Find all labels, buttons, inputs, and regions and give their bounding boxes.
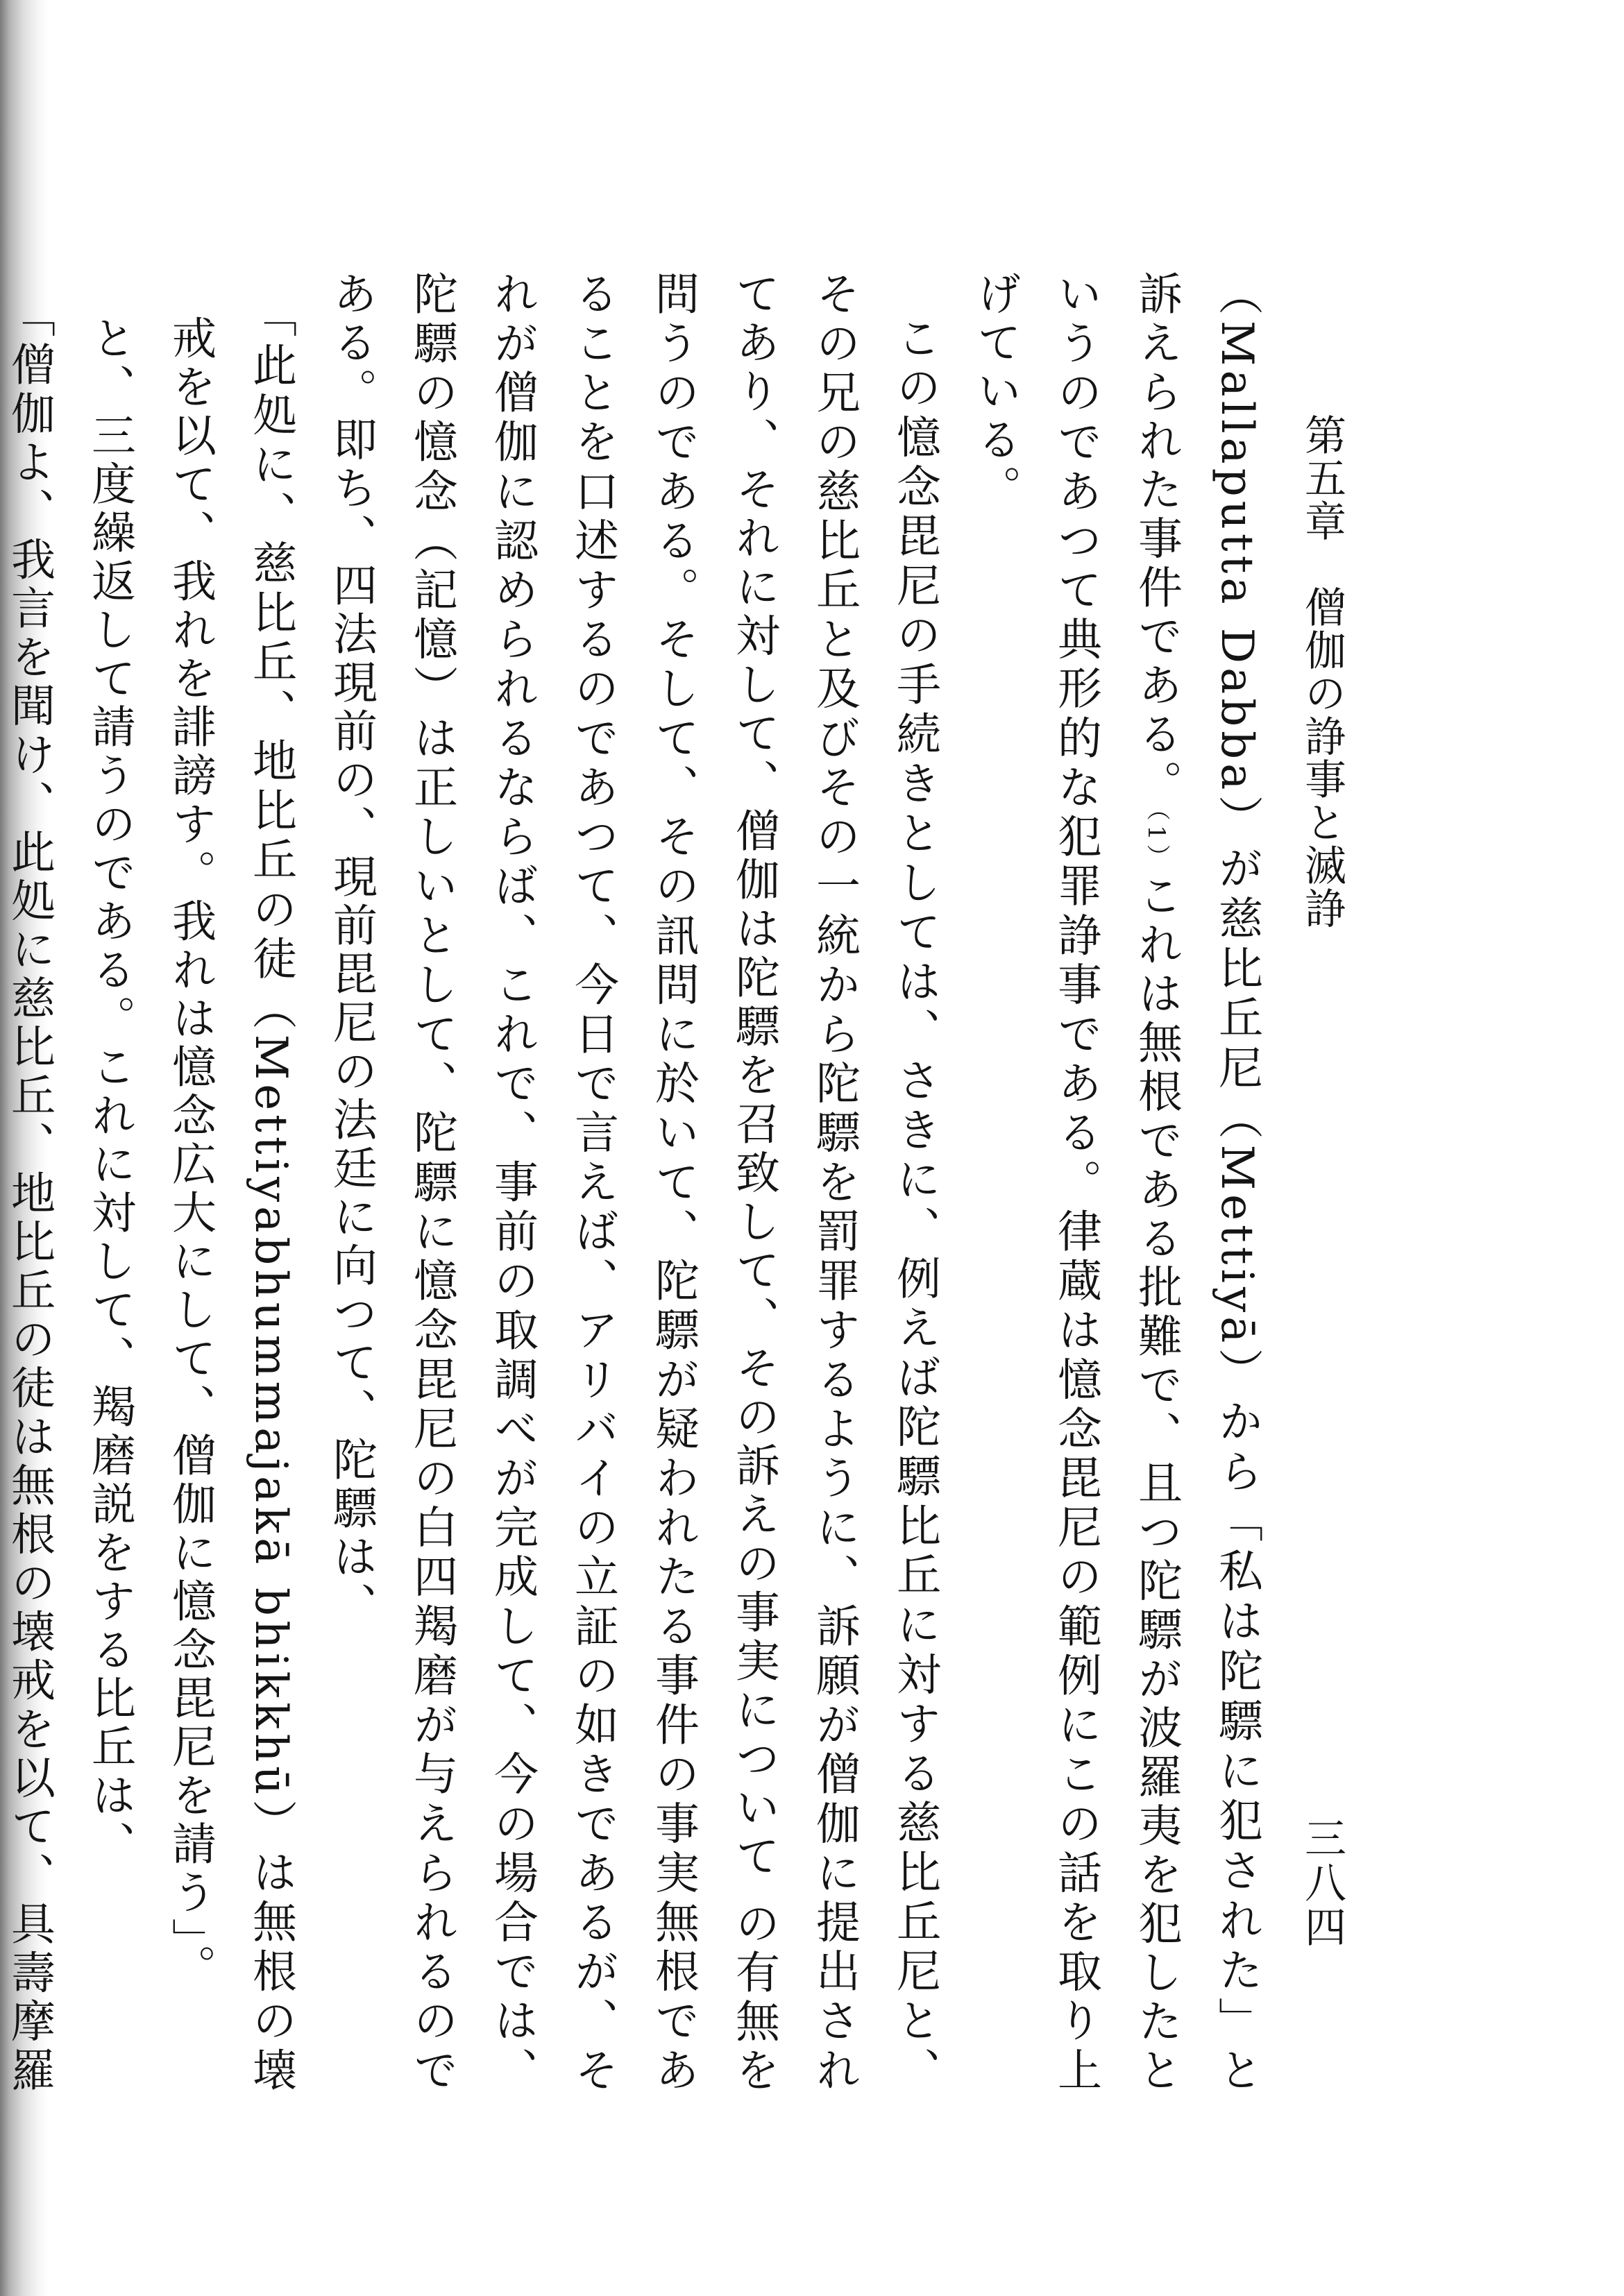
body-text — [3, 271, 1277, 2096]
quote-petition: 「此処に、慈比丘、地比丘の徒（Mettiyabhummajakā bhikkhū）は無根の壊戒を以て、我れを誹謗す。我れは憶念広大にして、僧伽に憶念毘尼を請う」。 — [164, 293, 296, 2095]
footnote-ref: （1） — [1142, 808, 1170, 873]
paragraph-4: と、三度繰返して請うのである。これに対して、羯磨説をする比丘は、 — [84, 315, 135, 1869]
page-number: 三八四 — [1298, 1817, 1346, 1950]
paragraph-1-tail: これは無根である批難で、且つ陀驃が波羅夷を犯したというのであつて典形的な犯罪諍事である。律蔵は憶念毘尼の範例にこの話を取り上げている。 — [970, 271, 1182, 2096]
paragraph-1 — [955, 271, 1277, 2095]
running-header-chapter-title: 第五章 僧伽の諍事と滅諍 — [1298, 414, 1346, 930]
paragraph-2: この憶念毘尼の手続きとしては、さきに、例えば陀驃比丘に対する慈比丘尼と、その兄の慈比丘と及びその一統から陀驃を罰罪するように、訴願が僧伽に提出されてあり、それに対して、僧伽は陀驃を召致して、その訴えの事実について の有無を問うのである。そして、その訊問に於いて、陀驃が疑われたる事件の事実無根であることを口述するのであつて、今日で言えば、アリバイの立証の如きであるが、それが僧伽に認められるならば、これで、事前の取調べが完成して、今の場合では、陀驃の憶念（記憶）は正しいとして、陀驃に憶念毘尼の白四羯磨が与えられるのである。即ち、四法現前の、現前毘尼の法廷に向つて、陀驃は、 — [325, 271, 940, 2096]
quote-motion: 「僧伽よ、我言を聞け、此処に慈比丘、地比丘の徒は無根の壊戒を以て、具壽摩羅 — [3, 293, 55, 2095]
paragraph-1-text: （Mallaputta Dabba）が慈比丘尼（Mettiyā）から「私は陀驃に犯された」と訴えられた事件である。 — [1131, 271, 1262, 2096]
